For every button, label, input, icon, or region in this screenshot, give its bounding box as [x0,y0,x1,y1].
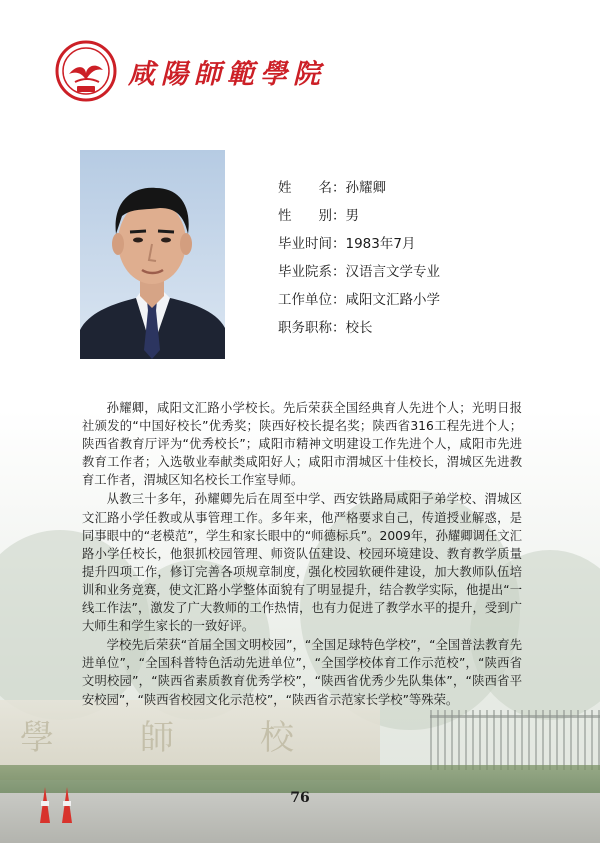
field-value: 1983年7月 [345,236,416,252]
field-label: 工作单位： [278,292,346,308]
field-label: 毕业院系： [278,264,346,280]
field-value: 汉语言文学专业 [345,264,440,280]
field-value: 咸阳文汇路小学 [345,292,440,308]
biography-article [82,399,522,710]
field-value: 孙耀卿 [345,180,386,196]
field-label: 职务职称： [278,320,346,336]
article-paragraph: 从教三十多年，孙耀卿先后在周至中学、西安铁路局咸阳子弟学校、渭城区文汇路小学任教或从事管理工作。多年来，他严格要求自己，传道授业解惑，是同事眼中的“老模范”，学生和家长眼中的“师德标兵”。2009年，孙耀卿调任文汇路小学任校长，他狠抓校园管理、师资队伍建设、校园环境建设、教育教学质量提升四项工作，修订完善各项规章制度，强化校园软硬件建设，加大教师队伍培训和业务竞赛，使文汇路小学整体面貌有了明显提升，结合教学实际，他提出“一线工作法”，激发了广大教师的工作热情，也有力促进了教学水平的提升，受到广大师生和学生家长的一致好评。 [82,492,522,634]
article-paragraph: 学校先后荣获“首届全国文明校园”，“全国足球特色学校”，“全国普法教育先进单位”，“全国科普特色活动先进单位”，“全国学校体育工作示范校”，“陕西省文明校园”，“陕西省素质教育优秀学校”，“陕西省优秀少先队集体”，“陕西省平安校园”，“陕西省校园文化示范校”，“陕西省示范家长学校”等殊荣。 [82,638,522,707]
profile-field-graduation-date [278,232,440,260]
profile-field-position [278,316,440,344]
profile-info-list [278,176,440,344]
profile-field-department [278,260,440,288]
portrait-photo [80,150,225,359]
field-value: 男 [345,208,359,224]
field-label: 毕业时间： [278,236,346,252]
campus-background-image: 學 師 校 [0,410,600,843]
field-label: 性 别： [278,208,346,224]
profile-field-gender [278,204,440,232]
school-logo-icon [55,40,117,102]
school-name-title: 咸陽師範學院 [128,59,326,90]
article-paragraph: 孙耀卿，咸阳文汇路小学校长。先后荣获全国经典育人先进个人；光明日报社颁发的“中国好校长”优秀奖；陕西好校长提名奖；陕西省316工程先进个人；陕西省教育厅评为“优秀校长”；咸阳市精神文明建设工作先进个人，咸阳市先进教育工作者；入选敬业奉献类咸阳好人；咸阳市渭城区十佳校长，渭城区先进教育工作者，渭城区知名校长工作室导师。 [82,401,522,488]
profile-field-name [278,176,440,204]
profile-field-workplace [278,288,440,316]
page-number: 76 [290,790,310,806]
field-label: 姓 名： [278,180,346,196]
field-value: 校长 [345,320,373,336]
